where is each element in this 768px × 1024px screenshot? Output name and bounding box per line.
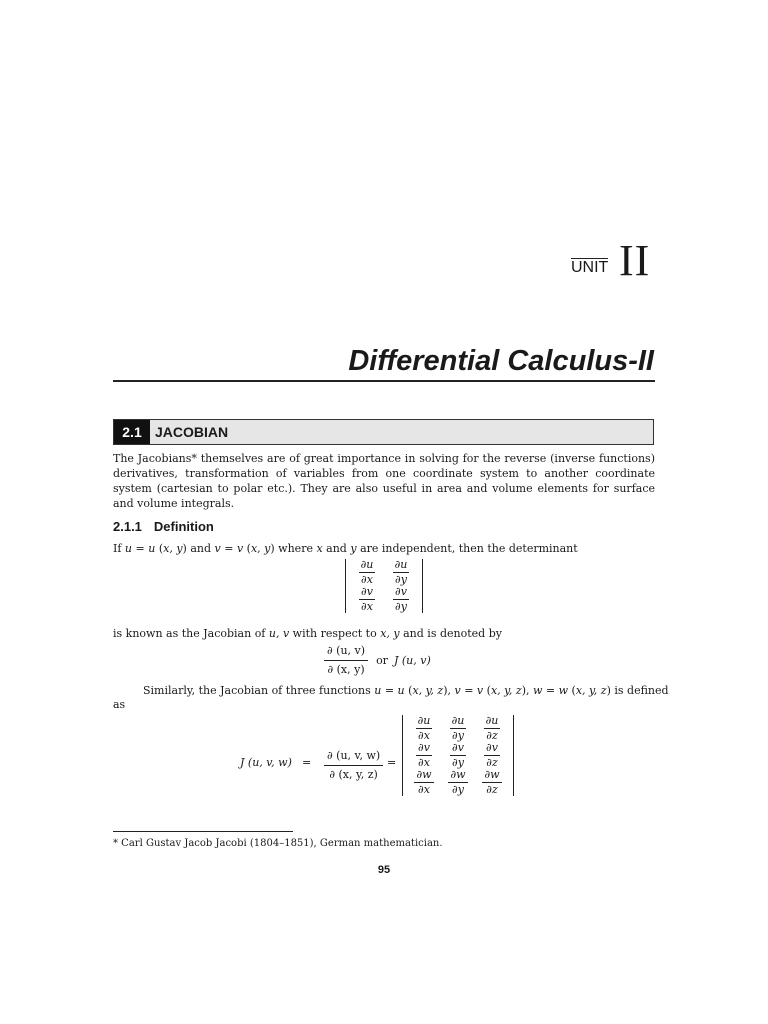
text: ( [483, 684, 491, 697]
page-number: 95 [377, 864, 391, 876]
det-row: $\frac{\partial v}{\partial x}$ $\frac{\partial v}{\partial y}$ $\frac{\partial v}{\partial z}$ [418, 741, 498, 769]
math: u [374, 684, 382, 697]
eq3-fraction [324, 744, 383, 782]
fraction-denominator: ∂ (x, y) [327, 663, 365, 676]
math: y [350, 542, 357, 555]
math: v [476, 684, 484, 697]
text: If [113, 542, 125, 555]
fraction-denominator: ∂ (x, y, z) [329, 768, 378, 781]
definition-line [113, 541, 578, 556]
text: ( [568, 684, 576, 697]
math: v [214, 542, 221, 555]
fraction-numerator: ∂ (u, v, w) [324, 749, 383, 766]
eq3-equals-1: = [302, 756, 312, 769]
math: J (u, v, w) [240, 756, 292, 769]
det-row: $\frac{\partial u}{\partial x}$ $\frac{\partial u}{\partial y}$ [360, 558, 408, 586]
similarly-line-cont: as [113, 698, 126, 711]
math: x, y, z [412, 684, 444, 697]
title-rule [113, 380, 655, 382]
fraction-numerator: ∂ (u, v) [324, 644, 368, 661]
det-row: $\frac{\partial w}{\partial x}$ $\frac{\partial w}{\partial y}$ $\frac{\partial w}{\partial z}$ [416, 768, 500, 796]
text: and is denoted by [399, 627, 502, 640]
det-row: $\frac{\partial u}{\partial x}$ $\frac{\partial u}{\partial y}$ $\frac{\partial u}{\partial z}$ [417, 714, 499, 742]
jacobian-notation [324, 644, 431, 677]
section-heading [113, 419, 654, 445]
text: = [460, 684, 477, 697]
text: = [542, 684, 559, 697]
text: ), [443, 684, 455, 697]
math: J [393, 654, 399, 667]
math: x, y, z [575, 684, 607, 697]
text: = [220, 542, 237, 555]
math: w [558, 684, 569, 697]
text: are independent, then the determinant [356, 542, 578, 555]
math: x, y [250, 542, 271, 555]
math: v [454, 684, 461, 697]
text: ( [243, 542, 251, 555]
math: x, y [380, 627, 400, 640]
footnote: * Carl Gustav Jacob Jacobi (1804–1851), German mathematician. [113, 838, 443, 849]
text: ) where [270, 542, 317, 555]
math: u [124, 542, 133, 555]
math: x, y, z [490, 684, 522, 697]
math: v [236, 542, 244, 555]
subsection-number: 2.1.1 [113, 519, 142, 534]
text: and [322, 542, 351, 555]
subsection-heading [113, 519, 226, 534]
text: ) is defined [606, 684, 669, 697]
section-title: JACOBIAN [155, 424, 229, 440]
intro-text: The Jacobians* themselves are of great importance in solving for the reverse (inverse functions) derivatives, transformation of variables from one coordinate system to another coordinate system (cartesian to polar etc.). They are also useful in area and volume elements for surface and volume integrals. [113, 452, 655, 510]
text: Similarly, the Jacobian of three functions [143, 684, 375, 697]
chapter-title: Differential Calculus-II [348, 345, 654, 377]
text: ) and [182, 542, 215, 555]
text: = [132, 542, 149, 555]
math: u, v [268, 627, 290, 640]
determinant-2x2 [345, 559, 423, 613]
math: u [148, 542, 156, 555]
determinant-3x3 [402, 715, 514, 796]
known-as-line [113, 626, 502, 641]
math: (u, v) [401, 654, 431, 667]
math: u [397, 684, 405, 697]
math: w [532, 684, 543, 697]
section-number: 2.1 [114, 420, 150, 444]
det-row: $\frac{\partial v}{\partial x}$ $\frac{\partial v}{\partial y}$ [361, 585, 407, 613]
subsection-title: Definition [153, 519, 214, 534]
text: ), [521, 684, 533, 697]
math: x [316, 542, 323, 555]
text: ( [404, 684, 413, 697]
footnote-rule [113, 831, 293, 832]
eq3-equals-2: = [387, 756, 397, 769]
intro-paragraph [113, 451, 655, 511]
math: x, y [163, 542, 183, 555]
text: with respect to [289, 627, 381, 640]
similarly-line [143, 683, 669, 698]
text: = [381, 684, 398, 697]
eq3-lhs [240, 756, 292, 769]
unit-numeral: II [619, 236, 651, 285]
or-text: or [376, 654, 388, 667]
text: ( [155, 542, 164, 555]
unit-label: UNIT [571, 259, 609, 276]
text: is known as the Jacobian of [113, 627, 269, 640]
